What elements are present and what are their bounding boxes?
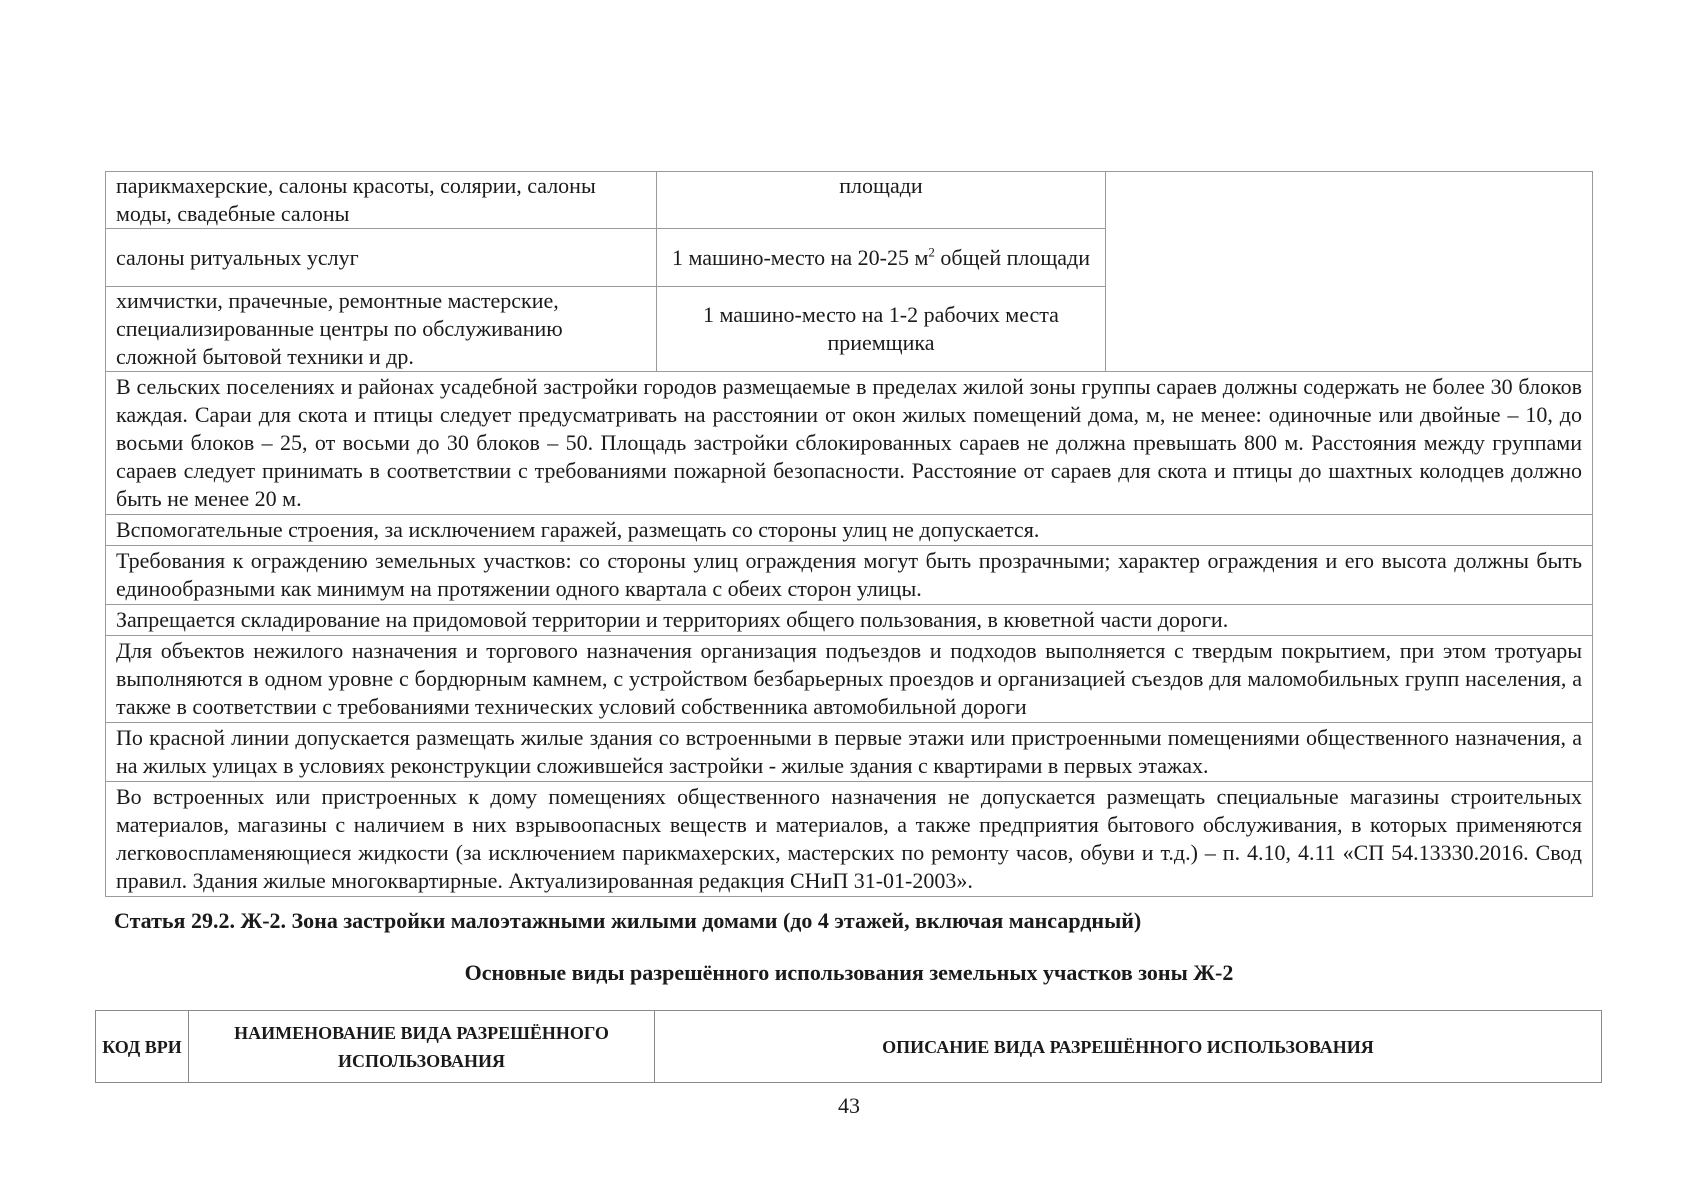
table-header-row [96,1011,1602,1083]
rule-paragraph: Запрещается складирование на придомовой территории и территориях общего пользования, в кюветной части дороги. [106,605,1593,636]
object-type-cell: химчистки, прачечные, ремонтные мастерские, специализированные центры по обслуживанию сложной бытовой техники и др. [106,287,657,372]
rule-paragraph: Для объектов нежилого назначения и торгового назначения организация подъездов и подходов выполняется с твердым покрытием, при этом тротуары выполняются в одном уровне с бордюрным камнем, с устройством безбарьерных проездов и организацией съездов для маломобильных групп населения, а также в соответствии с требованиями технических условий собственника автомобильной дороги [106,636,1593,723]
section-title: Основные виды разрешённого использования земельных участков зоны Ж-2 [464,960,1234,985]
column-header-description: ОПИСАНИЕ ВИДА РАЗРЕШЁННОГО ИСПОЛЬЗОВАНИЯ [655,1011,1602,1083]
parking-norm-cell: площади [657,172,1106,229]
parking-requirements-table [105,171,1593,897]
column-header-code: КОД ВРИ [96,1011,189,1083]
norm-text-end: общей площади [934,244,1091,270]
table-row [106,515,1593,546]
rule-paragraph: Во встроенных или пристроенных к дому помещениях общественного назначения не допускается размещать специальные магазины строительных материалов, магазины с наличием в них взрывоопасных веществ и материалов, а также предприятия бытового обслуживания, в которых применяются легковоспламеняющиеся жидкости (за исключением парикмахерских, мастерских по ремонту часов, обуви и т.д.) – п. 4.10, 4.11 «СП 54.13330.2016. Свод правил. Здания жилые многоквартирные. Актуализированная редакция СНиП 31-01-2003». [106,782,1593,897]
rule-paragraph: По красной линии допускается размещать жилые здания со встроенными в первые этажи или пристроенными помещениями общественного назначения, а на жилых улицах в условиях реконструкции сложившейся застройки - жилые здания с квартирами в первых этажах. [106,723,1593,782]
norm-superscript: 2 [928,244,935,260]
parking-norm-cell: 1 машино-место на 1-2 рабочих места приемщика [657,287,1106,372]
page-number: 43 [838,1093,860,1118]
article-title: Статья 29.2. Ж-2. Зона застройки малоэтажными жилыми домами (до 4 этажей, включая мансардный) [114,908,1142,933]
table-row [106,372,1593,515]
rule-paragraph: Вспомогательные строения, за исключением гаражей, размещать со стороны улиц не допускается. [106,515,1593,546]
parking-norm-cell [657,229,1106,287]
norm-text: 1 машино-место на 20-25 м [671,244,929,270]
zh2-usage-table [95,1010,1602,1083]
rule-paragraph: В сельских поселениях и районах усадебной застройки городов размещаемые в пределах жилой зоны группы сараев должны содержать не более 30 блоков каждая. Сараи для скота и птицы следует предусматривать на расстоянии от окон жилых помещений дома, м, не менее: одиночные или двойные – 10, до восьми блоков – 25, от восьми до 30 блоков – 50. Площадь застройки сблокированных сараев не должна превышать 800 м. Расстояния между группами сараев следует принимать в соответствии с требованиями пожарной безопасности. Расстояние от сараев для скота и птицы до шахтных колодцев должно быть не менее 20 м. [106,372,1593,515]
table-row [106,546,1593,605]
table-row [106,172,1593,229]
rule-paragraph: Требования к ограждению земельных участков: со стороны улиц ограждения могут быть прозрачными; характер ограждения и его высота должны быть единообразными как минимум на протяжении одного квартала с обеих сторон улицы. [106,546,1593,605]
empty-cell [1106,172,1593,372]
table-row [106,723,1593,782]
object-type-cell: салоны ритуальных услуг [106,229,657,287]
table-row [106,605,1593,636]
table-row [106,636,1593,723]
column-header-name: НАИМЕНОВАНИЕ ВИДА РАЗРЕШЁННОГО ИСПОЛЬЗОВАНИЯ [189,1011,655,1083]
object-type-cell: парикмахерские, салоны красоты, солярии, салоны моды, свадебные салоны [106,172,657,229]
table-row [106,782,1593,897]
